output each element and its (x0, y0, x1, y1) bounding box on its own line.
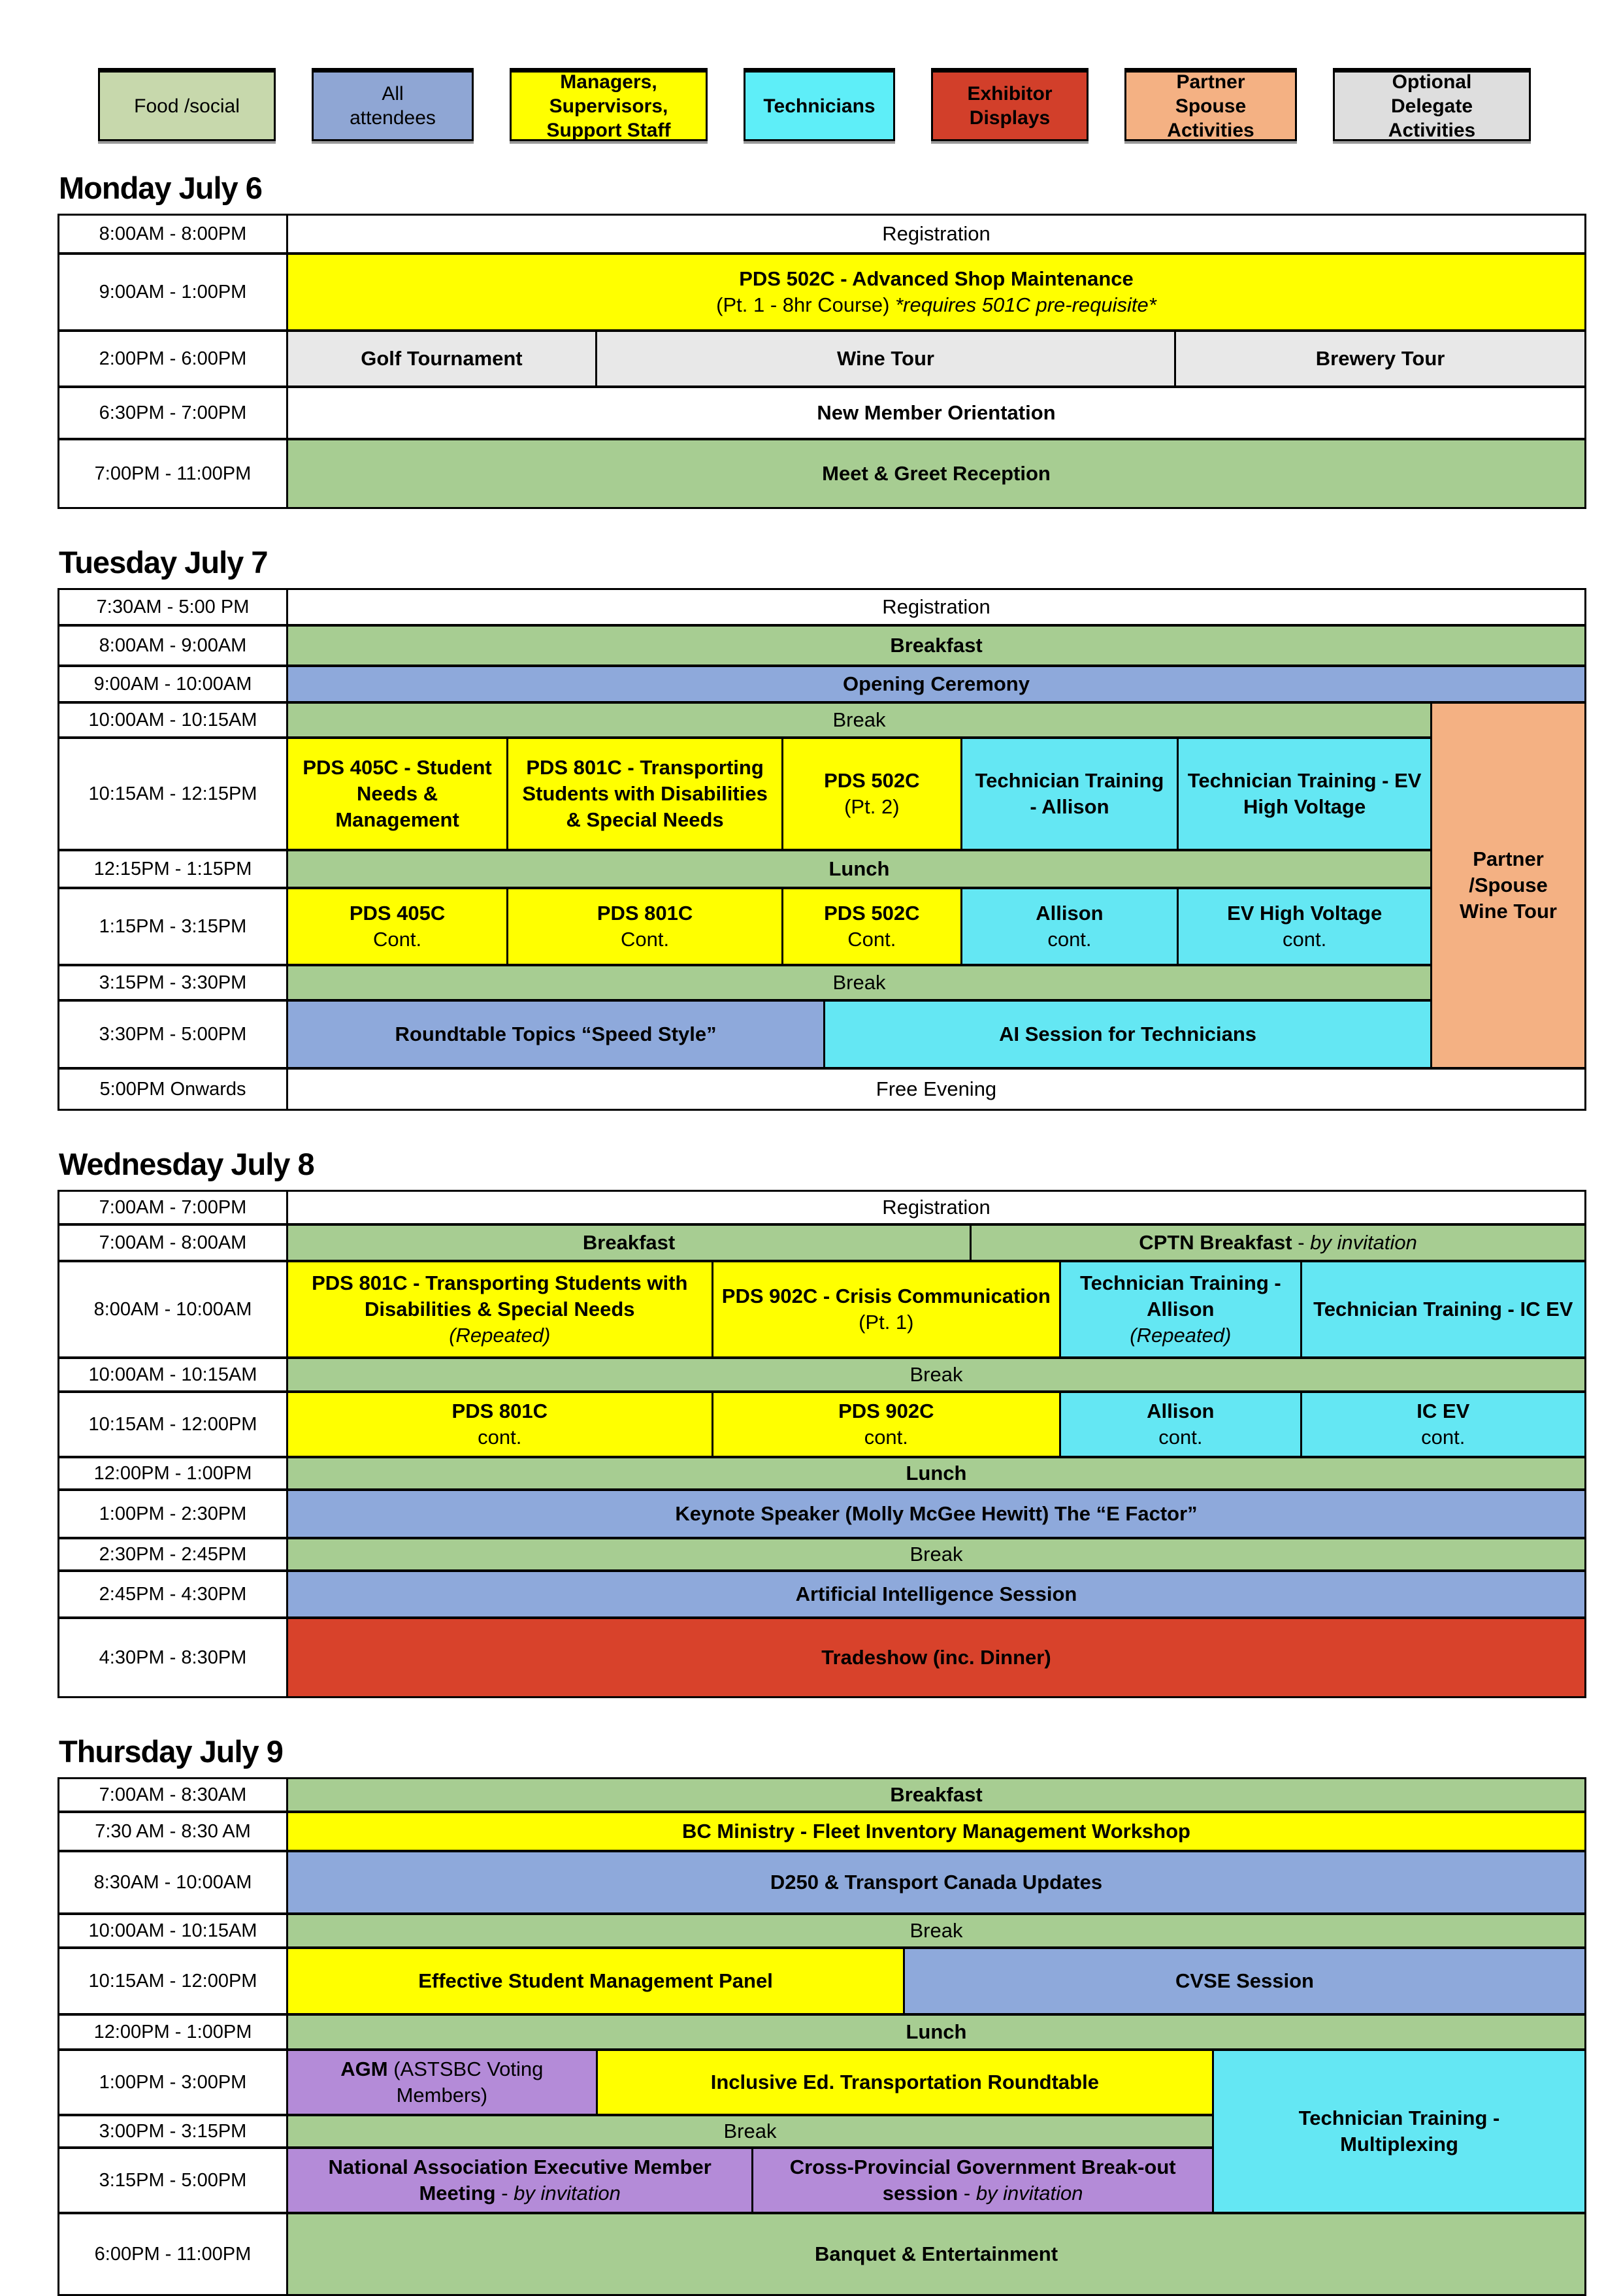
cell-pds-801c-repeated: PDS 801C - Transporting Students with Disabilities & Special Needs (Repeated) (288, 1262, 713, 1359)
day-title-monday: Monday July 6 (59, 171, 262, 205)
cell-cross-provincial-government-breakout: Cross-Provincial Government Break-out session - by invitation (753, 2149, 1212, 2214)
table-row (59, 1572, 1584, 1619)
legend-label: Optional Delegate Activities (1388, 71, 1476, 141)
time-cell: 7:30 AM - 8:30 AM (59, 1813, 288, 1852)
time-cell: 7:00AM - 7:00PM (59, 1192, 288, 1226)
table-row (59, 216, 1584, 255)
day-tuesday (57, 544, 1586, 1111)
legend-label: Managers, Supervisors, Support Staff (546, 71, 671, 141)
table-row (59, 1915, 1584, 1949)
time-cell: 8:00AM - 8:00PM (59, 216, 288, 255)
cell-opening-ceremony: Opening Ceremony (288, 667, 1584, 704)
time-cell: 10:15AM - 12:15PM (59, 739, 288, 851)
schedule-table-tuesday (57, 588, 1586, 1111)
table-row (59, 388, 1584, 440)
cell-cptn-breakfast: CPTN Breakfast - by invitation (972, 1226, 1584, 1262)
legend-partner-spouse-activities (1124, 68, 1297, 141)
legend-managers-supervisors-support-staff (510, 68, 708, 141)
table-row (59, 1813, 1584, 1852)
cell-free-evening: Free Evening (288, 1070, 1584, 1109)
time-cell: 12:00PM - 1:00PM (59, 2016, 288, 2051)
time-cell: 12:15PM - 1:15PM (59, 851, 288, 889)
time-cell: 1:00PM - 2:30PM (59, 1491, 288, 1539)
cell-lunch: Lunch (288, 2016, 1584, 2051)
time-cell: 2:45PM - 4:30PM (59, 1572, 288, 1619)
cell-inclusive-ed-transportation-roundtable: Inclusive Ed. Transportation Roundtable (598, 2051, 1212, 2116)
time-cell: 8:30AM - 10:00AM (59, 1852, 288, 1915)
table-row (59, 590, 1584, 627)
time-cell: 10:15AM - 12:00PM (59, 1949, 288, 2016)
cell-pds-902c-cont: PDS 902C cont. (713, 1393, 1062, 1458)
table-row (59, 1491, 1584, 1539)
table-row (59, 1393, 1584, 1458)
time-cell: 7:00AM - 8:00AM (59, 1226, 288, 1262)
cell-registration: Registration (288, 216, 1584, 255)
day-monday (57, 170, 1586, 509)
time-cell: 9:00AM - 10:00AM (59, 667, 288, 704)
time-cell: 5:00PM Onwards (59, 1070, 288, 1109)
cell-break: Break (288, 704, 1430, 739)
cell-allison-cont: Allison cont. (1061, 1393, 1302, 1458)
cell-artificial-intelligence-session: Artificial Intelligence Session (288, 1572, 1584, 1619)
time-cell: 10:00AM - 10:15AM (59, 1915, 288, 1949)
legend-optional-delegate-activities (1333, 68, 1531, 141)
time-cell: 8:00AM - 10:00AM (59, 1262, 288, 1359)
schedule-table-thursday (57, 1777, 1586, 2296)
table-row (59, 1226, 1584, 1262)
cell-breakfast: Breakfast (288, 1779, 1584, 1813)
legend-label: Partner Spouse Activities (1167, 71, 1254, 141)
legend-label: All attendees (350, 83, 436, 129)
cell-break: Break (288, 966, 1430, 1002)
cell-lunch: Lunch (288, 851, 1430, 889)
cell-subtitle: (Pt. 1 - 8hr Course) *requires 501C pre-requisite* (716, 293, 1156, 316)
table-row (59, 966, 1584, 1002)
cell-national-association-executive-member-meeting: National Association Executive Member Meeting - by invitation (288, 2149, 753, 2214)
cell-technician-training-allison-repeated: Technician Training - Allison (Repeated) (1061, 1262, 1302, 1359)
cell-tradeshow-inc-dinner: Tradeshow (inc. Dinner) (288, 1619, 1584, 1696)
legend-exhibitor-displays (931, 68, 1089, 141)
cell-meet-and-greet-reception: Meet & Greet Reception (288, 440, 1584, 507)
cell-technician-training-multiplexing: Technician Training - Multiplexing (1212, 2051, 1584, 2214)
cell-break: Break (288, 2116, 1212, 2149)
cell-registration: Registration (288, 590, 1584, 627)
table-row (59, 851, 1584, 889)
time-cell: 7:00AM - 8:30AM (59, 1779, 288, 1813)
time-cell: 9:00AM - 1:00PM (59, 255, 288, 332)
cell-ic-ev-cont: IC EV cont. (1302, 1393, 1584, 1458)
cell-pds-801c-cont: PDS 801C cont. (288, 1393, 713, 1458)
table-row (59, 2016, 1584, 2051)
table-row (59, 1070, 1584, 1109)
cell-pds-801c-transporting-students: PDS 801C - Transporting Students with Disabilities & Special Needs (508, 739, 783, 851)
cell-pds-902c-crisis-communication: PDS 902C - Crisis Communication (Pt. 1) (713, 1262, 1062, 1359)
schedule-table-wednesday (57, 1190, 1586, 1698)
cell-wine-tour: Wine Tour (597, 332, 1176, 388)
time-cell: 3:15PM - 3:30PM (59, 966, 288, 1002)
time-cell: 7:30AM - 5:00 PM (59, 590, 288, 627)
table-row (59, 627, 1584, 667)
cell-pds-502c-cont: PDS 502C Cont. (783, 889, 962, 966)
cell-partner-spouse-wine-tour: Partner /Spouse Wine Tour (1430, 704, 1584, 1070)
cell-bc-ministry-fleet-inventory-workshop: BC Ministry - Fleet Inventory Management Workshop (288, 1813, 1584, 1852)
legend-label: Exhibitor Displays (967, 83, 1053, 129)
table-row (59, 1619, 1584, 1696)
legend-label: Technicians (763, 95, 876, 117)
time-cell: 1:00PM - 3:00PM (59, 2051, 288, 2116)
legend-technicians (744, 68, 895, 141)
table-row (59, 667, 1584, 704)
cell-effective-student-management-panel: Effective Student Management Panel (288, 1949, 905, 2016)
cell-pds-502c-advanced-shop-maintenance: PDS 502C - Advanced Shop Maintenance (Pt. 1 - 8hr Course) *requires 501C pre-requisite* (288, 255, 1584, 332)
cell-d250-transport-canada-updates: D250 & Transport Canada Updates (288, 1852, 1584, 1915)
cell-new-member-orientation: New Member Orientation (288, 388, 1584, 440)
cell-allison-cont: Allison cont. (962, 889, 1179, 966)
table-row (59, 1192, 1584, 1226)
time-cell: 10:00AM - 10:15AM (59, 1359, 288, 1393)
cell-break: Break (288, 1539, 1584, 1572)
table-row (59, 440, 1584, 507)
cell-brewery-tour: Brewery Tour (1176, 332, 1584, 388)
table-row (59, 1852, 1584, 1915)
cell-breakfast: Breakfast (288, 627, 1584, 667)
day-title-thursday: Thursday July 9 (59, 1734, 283, 1769)
table-row (59, 1539, 1584, 1572)
time-cell: 10:00AM - 10:15AM (59, 704, 288, 739)
cell-ai-session-for-technicians: AI Session for Technicians (825, 1002, 1430, 1070)
cell-technician-training-ev-high-voltage: Technician Training - EV High Voltage (1179, 739, 1430, 851)
table-row (59, 1262, 1584, 1359)
table-row (59, 1949, 1584, 2016)
table-row (59, 889, 1584, 966)
time-cell: 3:00PM - 3:15PM (59, 2116, 288, 2149)
time-cell: 3:15PM - 5:00PM (59, 2149, 288, 2214)
cell-breakfast: Breakfast (288, 1226, 972, 1262)
schedule-table-monday (57, 214, 1586, 509)
table-row (59, 332, 1584, 388)
cell-cvse-session: CVSE Session (905, 1949, 1584, 2016)
time-cell: 1:15PM - 3:15PM (59, 889, 288, 966)
cell-banquet-entertainment: Banquet & Entertainment (288, 2214, 1584, 2294)
day-title-wednesday: Wednesday July 8 (59, 1147, 314, 1181)
legend-all-attendees (312, 68, 474, 141)
table-row (59, 255, 1584, 332)
time-cell: 2:30PM - 2:45PM (59, 1539, 288, 1572)
cell-golf-tournament: Golf Tournament (288, 332, 597, 388)
time-cell: 6:30PM - 7:00PM (59, 388, 288, 440)
cell-roundtable-topics-speed-style: Roundtable Topics “Speed Style” (288, 1002, 825, 1070)
day-thursday (57, 1733, 1586, 2296)
time-cell: 3:30PM - 5:00PM (59, 1002, 288, 1070)
table-row (59, 1359, 1584, 1393)
cell-registration: Registration (288, 1192, 1584, 1226)
day-wednesday (57, 1146, 1586, 1698)
legend-food-social (98, 68, 276, 141)
time-cell: 12:00PM - 1:00PM (59, 1458, 288, 1491)
table-row (59, 1779, 1584, 1813)
cell-keynote-speaker: Keynote Speaker (Molly McGee Hewitt) The “E Factor” (288, 1491, 1584, 1539)
time-cell: 8:00AM - 9:00AM (59, 627, 288, 667)
cell-pds-405c-student-needs: PDS 405C - Student Needs & Management (288, 739, 508, 851)
table-row (59, 739, 1584, 851)
table-row (59, 1458, 1584, 1491)
table-row (59, 2214, 1584, 2294)
time-cell: 7:00PM - 11:00PM (59, 440, 288, 507)
time-cell: 6:00PM - 11:00PM (59, 2214, 288, 2294)
time-cell: 2:00PM - 6:00PM (59, 332, 288, 388)
cell-pds-405c-cont: PDS 405C Cont. (288, 889, 508, 966)
cell-lunch: Lunch (288, 1458, 1584, 1491)
cell-break: Break (288, 1915, 1584, 1949)
legend (98, 68, 1621, 141)
legend-label: Food /social (134, 95, 240, 117)
time-cell: 4:30PM - 8:30PM (59, 1619, 288, 1696)
cell-technician-training-ic-ev: Technician Training - IC EV (1302, 1262, 1584, 1359)
table-row (59, 1002, 1584, 1070)
cell-pds-801c-cont: PDS 801C Cont. (508, 889, 783, 966)
cell-agm-astsbc-voting-members: AGM (ASTSBC Voting Members) (288, 2051, 598, 2116)
cell-pds-502c-pt2: PDS 502C (Pt. 2) (783, 739, 962, 851)
table-row (59, 704, 1584, 739)
time-cell: 10:15AM - 12:00PM (59, 1393, 288, 1458)
cell-ev-high-voltage-cont: EV High Voltage cont. (1179, 889, 1430, 966)
cell-technician-training-allison: Technician Training - Allison (962, 739, 1179, 851)
cell-break: Break (288, 1359, 1584, 1393)
day-title-tuesday: Tuesday July 7 (59, 545, 268, 580)
